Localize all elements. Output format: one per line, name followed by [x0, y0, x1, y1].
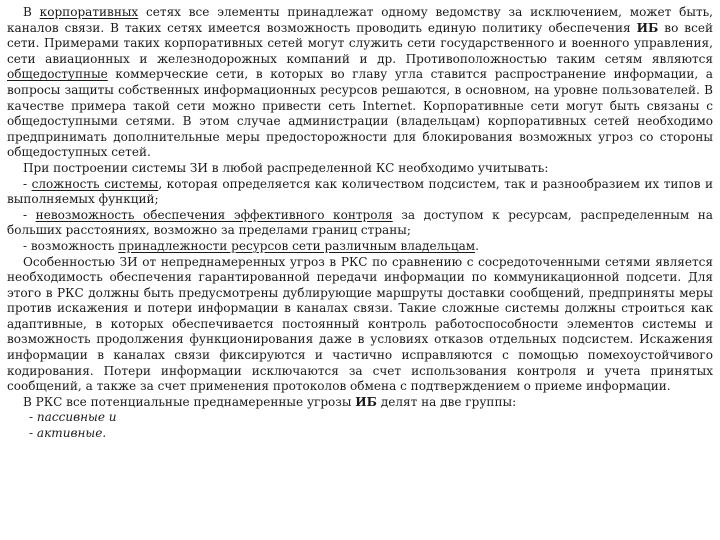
text-run: .	[475, 238, 479, 253]
text-run: , которая определяется как количеством подсистем, так и разнообразием их типов и выполняемых функций;	[7, 176, 713, 207]
list-item-ownership	[7, 239, 713, 255]
link-corporate-networks[interactable]: корпоративных	[39, 5, 139, 19]
list-bullet: -	[23, 207, 36, 222]
paragraph-threat-groups	[7, 395, 713, 411]
list-item-active: - активные.	[29, 426, 107, 441]
paragraph-corporate-networks	[7, 5, 713, 161]
text-run: делят на две группы:	[376, 394, 517, 409]
text-run: сетях все элементы принадлежат одному ведомству за исключением, может быть, каналов связи. В таких сетях имеется возможность проводить единую политику обеспечения	[7, 5, 714, 35]
list-bullet: - возможность	[23, 238, 119, 253]
abbr-ib: ИБ	[636, 20, 659, 35]
text-run: В РКС все потенциальные преднамеренные угрозы	[23, 394, 356, 409]
text-run: коммерческие сети, в которых во главу угла ставится распространение информации, а вопросы защиты собственных информационных ресурсов решаются, в основном, на уровне пользователей. В качестве примера такой сети можно привести сеть Internet. Корпоративные сети могут быть связаны с общедоступными сетями. В этом случае администрации (владельцам) корпоративных сетей необходимо предпринимать дополнительные меры предосторожности для блокирования возможных угроз со стороны общедоступных сетей.	[7, 67, 713, 160]
paragraph-unintentional-threats: Особенностью ЗИ от непреднамеренных угроз в РКС по сравнению с сосредоточенными сетями является необходимость обеспечения гарантированной передачи информации по коммуникационной подсети. Для этого в РКС должны быть предусмотрены дублирующие маршруты доставки сообщений, предприняты меры против искажения и потери информации в каналах связи. Такие сложные системы должны строиться как адаптивные, в которых обеспечивается постоянный контроль работоспособности элементов системы и возможность продолжения функционирования даже в условиях отказов отдельных подсистем. Искажения информации в каналах связи фиксируются и частично исправляются с помощью помехоустойчивого кодирования. Потери информации исключаются за счет использования контроля и учета принятых сообщений, а также за счет применения протоколов обмена с подтверждением о приеме информации.	[7, 254, 713, 394]
abbr-ib: ИБ	[355, 394, 377, 409]
paragraph-requirements-intro: При построении системы ЗИ в любой распределенной КС необходимо учитывать:	[23, 160, 549, 175]
list-item-complexity	[7, 177, 713, 208]
text-run: В	[23, 5, 40, 19]
link-public-networks[interactable]: общедоступные	[7, 67, 108, 82]
list-item-control	[7, 208, 713, 239]
text-run: за доступом к ресурсам, распределенным на больших расстояниях, возможно за пределами границ страны;	[7, 207, 713, 238]
document-page	[7, 5, 713, 442]
text-run: во всей сети. Примерами таких корпоративных сетей могут служить сети государственного и военного управления, сети авиационных и железнодорожных компаний и др. Противоположностью таким сетям являются	[7, 20, 713, 66]
link-system-complexity[interactable]: сложность системы	[31, 176, 159, 191]
list-bullet: -	[23, 176, 32, 191]
link-effective-control[interactable]: невозможность обеспечения эффективного контроля	[35, 207, 393, 222]
list-item-passive: - пассивные и	[29, 410, 117, 425]
link-resource-ownership[interactable]: принадлежности ресурсов сети различным владельцам	[118, 238, 476, 253]
